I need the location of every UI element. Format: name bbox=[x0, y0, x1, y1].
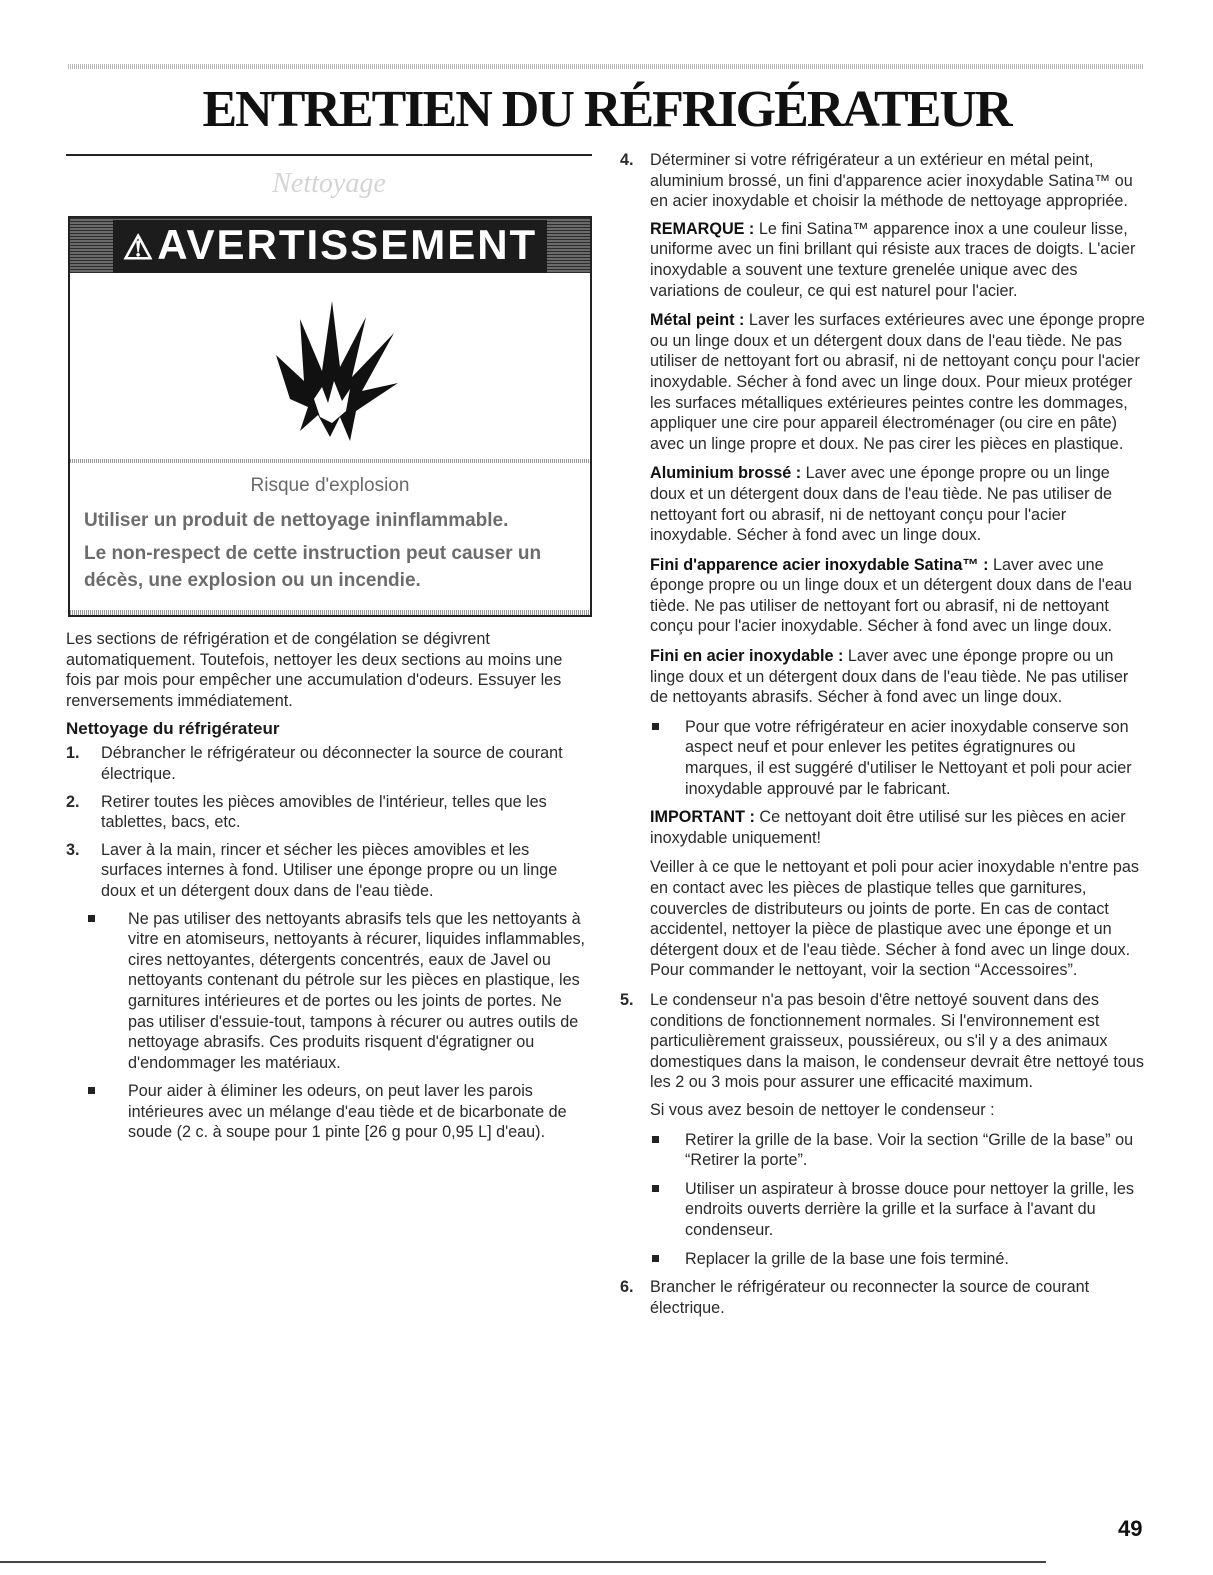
warning-line-2: Le non-respect de cette instruction peut causer un décès, une explosion ou un incendie. bbox=[84, 543, 542, 591]
bullet-item bbox=[66, 909, 592, 1074]
warning-line-1: Utiliser un produit de nettoyage ininflammable. bbox=[84, 510, 509, 531]
step-text: Déterminer si votre réfrigérateur a un extérieur en métal peint, aluminium brossé, un fini d'apparence acier inoxydable Satina™ ou en acier inoxydable et choisir la méthode de nettoyage appropriée. bbox=[650, 151, 1133, 211]
bullet-item bbox=[620, 1130, 1145, 1171]
step-number: 1. bbox=[66, 744, 80, 763]
inox-text: Laver avec une éponge propre ou un linge doux et un détergent doux dans de l'eau tiède. Ne pas utiliser de nettoyants abrasifs. Sécher à fond avec un linge doux. bbox=[650, 647, 1129, 707]
bullet-text: Utiliser un aspirateur à brosse douce pour nettoyer la grille, les endroits ouverts derrière la grille et la surface à l'avant du condenseur. bbox=[685, 1179, 1134, 1239]
step-text: Laver à la main, rincer et sécher les pièces amovibles et les surfaces internes à fond. Utiliser une éponge propre ou un linge doux et un détergent doux dans de l'eau tiède. bbox=[101, 840, 558, 900]
left-column bbox=[66, 150, 592, 1151]
veiller-paragraph: Veiller à ce que le nettoyant et poli pour acier inoxydable n'entre pas en contact avec les pièces de plastique telles que garnitures, couvercles de distributeurs ou joints de porte. En cas de contact accidentel, nettoyer la pièce de plastique avec une éponge et un détergent doux et de l'eau tiède. Sécher à fond avec un linge doux. Pour commander le nettoyant, voir la section “Accessoires”. bbox=[650, 858, 1140, 980]
step-item bbox=[620, 990, 1145, 1093]
step-number: 5. bbox=[620, 990, 634, 1009]
step-text: Retirer toutes les pièces amovibles de l'intérieur, telles que les tablettes, bacs, etc. bbox=[101, 792, 547, 832]
remarque-paragraph bbox=[620, 219, 1145, 301]
metal-paragraph bbox=[620, 310, 1145, 454]
intro-paragraph: Les sections de réfrigération et de congélation se dégivrent automatiquement. Toutefois, nettoyer les deux sections au moins une fois par mois pour empêcher une accumulation d'odeurs. Essuyer les renversements immédiatement. bbox=[66, 630, 563, 710]
remarque-lead: REMARQUE : bbox=[650, 219, 755, 238]
inox-lead: Fini en acier inoxydable : bbox=[650, 647, 844, 666]
warning-art bbox=[70, 273, 590, 459]
warning-triangle-icon: ⚠ bbox=[122, 229, 156, 267]
explosion-icon bbox=[270, 291, 400, 441]
page-number: 49 bbox=[1118, 1516, 1143, 1541]
step-item bbox=[66, 840, 592, 902]
warning-bottom-rule bbox=[70, 610, 590, 615]
aluminium-paragraph bbox=[620, 463, 1145, 545]
square-bullet-icon bbox=[652, 1185, 659, 1192]
condenser-intro: Si vous avez besoin de nettoyer le condenseur : bbox=[650, 1100, 995, 1119]
bullet-text: Replacer la grille de la base une fois terminé. bbox=[685, 1249, 1009, 1268]
bullet-text: Pour que votre réfrigérateur en acier inoxydable conserve son aspect neuf et pour enlever les petites égratignures ou marques, il est suggéré d'utiliser le Nettoyant et poli pour acier inoxydable approuvé par le fabricant. bbox=[685, 717, 1132, 798]
bullet-item bbox=[620, 717, 1145, 799]
step-text: Débrancher le réfrigérateur ou déconnecter la source de courant électrique. bbox=[101, 744, 563, 783]
step-number: 4. bbox=[620, 151, 634, 169]
square-bullet-icon bbox=[88, 1087, 95, 1094]
step-item bbox=[620, 1277, 1145, 1318]
section-rule bbox=[66, 154, 592, 156]
subheading: Nettoyage du réfrigérateur bbox=[66, 719, 280, 739]
warning-header-label bbox=[113, 220, 547, 273]
satina-text: Laver avec une éponge propre ou un linge doux et un détergent doux dans de l'eau tiède. Ne pas utiliser de nettoyant fort ou abrasif, ni de nettoyant conçu pour l'acier inoxydable. Sécher à fond avec un linge doux. bbox=[650, 555, 1132, 636]
square-bullet-icon bbox=[88, 915, 95, 922]
important-lead: IMPORTANT : bbox=[650, 808, 755, 827]
bullet-item bbox=[620, 1179, 1145, 1241]
important-text: Ce nettoyant doit être utilisé sur les pièces en acier inoxydable uniquement! bbox=[650, 808, 1126, 847]
satina-lead: Fini d'apparence acier inoxydable Satina™ : bbox=[650, 555, 989, 574]
bottom-rule bbox=[0, 1561, 1046, 1563]
important-paragraph bbox=[620, 807, 1145, 848]
step-number: 2. bbox=[66, 792, 80, 811]
bullet-text: Pour aider à éliminer les odeurs, on peut laver les parois intérieures avec un mélange d'eau tiède et de bicarbonate de soude (2 c. à soupe pour 1 pinte [26 g pour 0,95 L] d'eau). bbox=[128, 1082, 567, 1142]
satina-paragraph bbox=[620, 555, 1145, 637]
metal-text: Laver les surfaces extérieures avec une éponge propre ou un linge doux et un détergent doux dans de l'eau tiède. Ne pas utiliser de nettoyant fort ou abrasif, ni de nettoyant conçu pour l'acier inoxydable. Sécher à fond avec un linge doux. Pour mieux protéger les surfaces métalliques extérieures peintes contre les dommages, appliquer une cire pour appareil électroménager (ou cire en pâte) avec un linge propre et doux. Ne pas cirer les pièces en plastique. bbox=[650, 311, 1145, 453]
top-dotted-rule bbox=[68, 64, 1144, 69]
warning-body bbox=[70, 463, 590, 610]
aluminium-text: Laver avec une éponge propre ou un linge doux et un détergent doux dans de l'eau tiède. Ne pas utiliser de nettoyant fort ou abrasif, ni de nettoyant conçu pour l'acier inoxydable. Sécher à fond avec un linge doux. bbox=[650, 464, 1113, 545]
square-bullet-icon bbox=[652, 1136, 659, 1143]
step-number: 6. bbox=[620, 1278, 634, 1297]
bullet-item bbox=[66, 1081, 592, 1143]
step-number: 3. bbox=[66, 840, 80, 859]
remarque-text: Le fini Satina™ apparence inox a une couleur lisse, uniforme avec un fini brillant qui résiste aux traces de doigts. L'acier inoxydable a souvent une texture grenelée unique avec des variations de couleur, ce qui est naturel pour l'acier. bbox=[650, 219, 1136, 300]
bullet-text: Ne pas utiliser des nettoyants abrasifs tels que les nettoyants à vitre en atomiseurs, nettoyants à récurer, liquides inflammables, cires nettoyantes, détergents concentrés, eaux de Javel ou nettoyants contenant du pétrole sur les pièces en plastique, les garnitures intérieures et de portes ou les joints de portes. Ne pas utiliser d'essuie-tout, tampons à récurer ou autres outils de nettoyage abrasifs. Ces produits risquent d'égratigner ou d'endommager les matériaux. bbox=[128, 909, 586, 1072]
right-column bbox=[620, 150, 1145, 1325]
square-bullet-icon bbox=[652, 723, 659, 730]
warning-header-text: AVERTISSEMENT bbox=[157, 221, 538, 268]
step-item bbox=[66, 743, 592, 784]
inox-paragraph bbox=[620, 646, 1145, 708]
warning-subtitle: Risque d'explosion bbox=[250, 475, 410, 496]
step-item bbox=[66, 792, 592, 833]
step-item bbox=[620, 150, 1145, 212]
warning-box bbox=[68, 216, 592, 617]
metal-lead: Métal peint : bbox=[650, 311, 745, 330]
square-bullet-icon bbox=[652, 1255, 659, 1262]
page-title: ENTRETIEN DU RÉFRIGÉRATEUR bbox=[202, 81, 1011, 138]
aluminium-lead: Aluminium brossé : bbox=[650, 464, 802, 483]
step-text: Brancher le réfrigérateur ou reconnecter la source de courant électrique. bbox=[650, 1278, 1090, 1317]
step-text: Le condenseur n'a pas besoin d'être nettoyé souvent dans des conditions de fonctionnement normales. Si l'environnement est particulièrement graisseux, poussiéreux, ou s'il y a des animaux domestiques dans la maison, le condenseur devrait être nettoyé tous les 2 ou 3 mois pour assurer une efficacité maximum. bbox=[650, 990, 1145, 1092]
bullet-text: Retirer la grille de la base. Voir la section “Grille de la base” ou “Retirer la porte”. bbox=[685, 1130, 1134, 1170]
warning-header bbox=[70, 218, 590, 273]
section-title: Nettoyage bbox=[272, 168, 386, 199]
bullet-item bbox=[620, 1249, 1145, 1270]
